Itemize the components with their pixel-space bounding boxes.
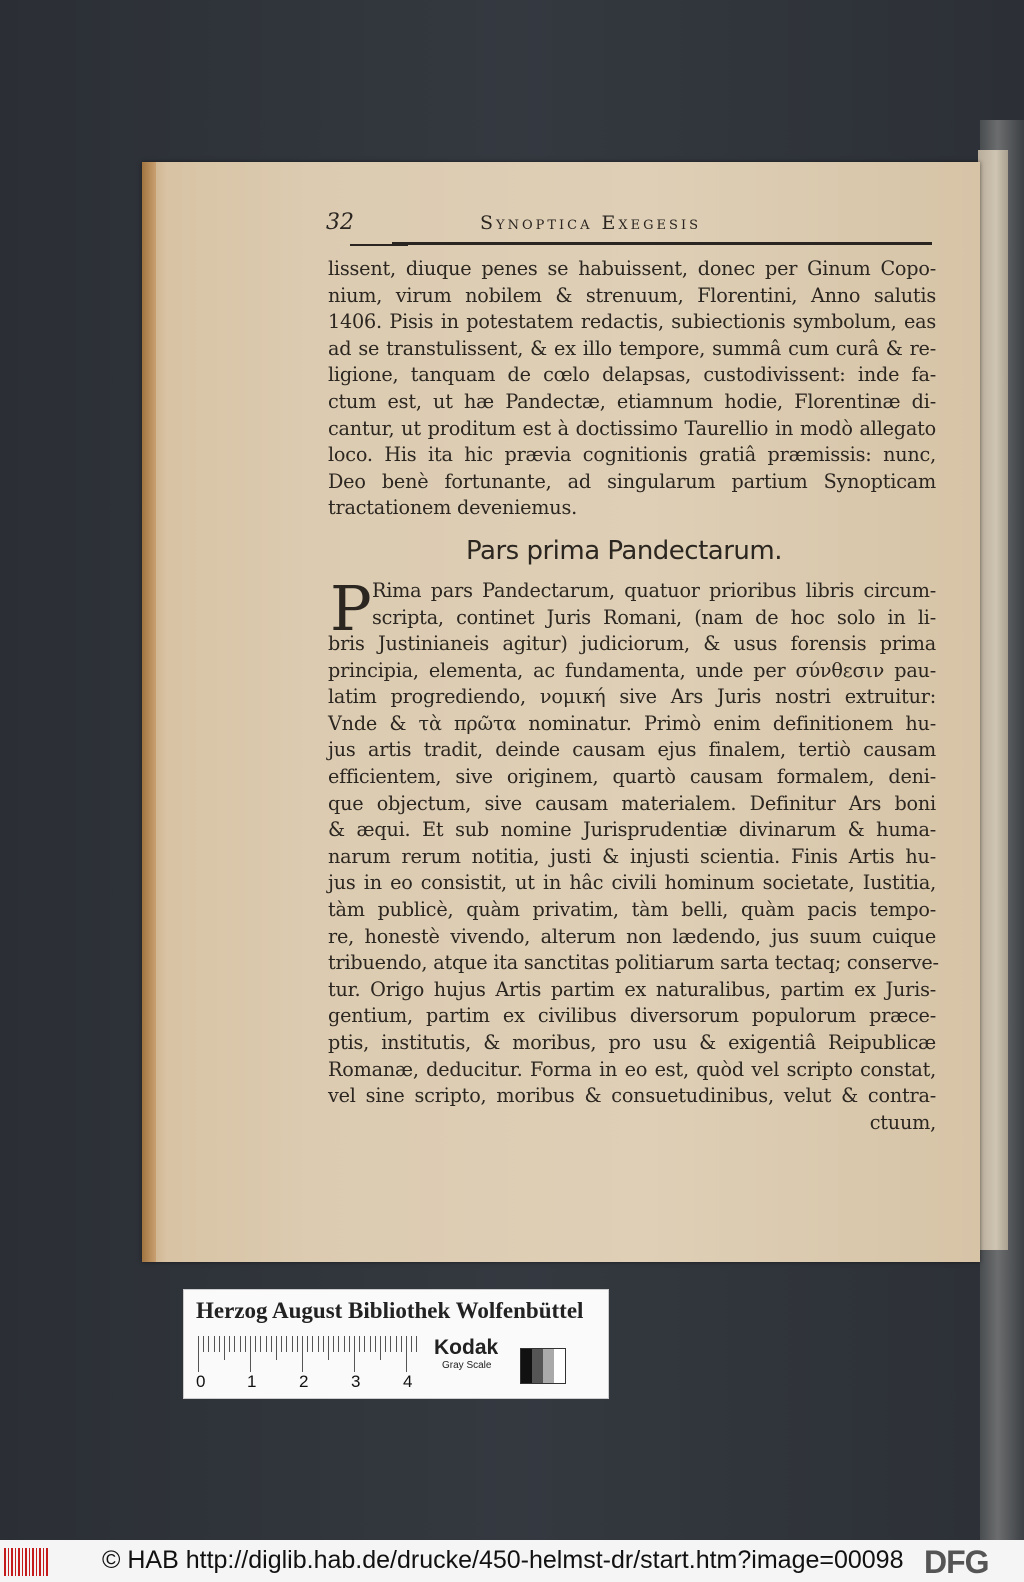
ruler-tick xyxy=(219,1336,220,1352)
text-line: Romanæ, deducitur. Forma in eo est, quòd vel scripto constat, xyxy=(328,1057,936,1081)
ruler-number: 0 xyxy=(196,1372,206,1391)
catchword-block xyxy=(328,1110,936,1137)
text-line: latim progrediendo, νομική sive Ars Juris nostri extruitur: xyxy=(328,685,936,709)
section-title: Pars prima Pandectarum. xyxy=(466,536,782,566)
text-line: & æqui. Et sub nomine Jurisprudentiæ divinarum & huma- xyxy=(328,818,936,842)
text-line: loco. His ita hic prævia cognitionis gratiâ præmissis: nunc, xyxy=(328,443,936,467)
paragraph-2-indented xyxy=(372,578,936,631)
ruler-tick xyxy=(328,1336,329,1360)
footer-bar xyxy=(0,1540,1024,1582)
ruler-tick xyxy=(250,1336,251,1372)
ruler-tick xyxy=(245,1336,246,1352)
ruler-tick xyxy=(286,1336,287,1352)
text-line: narum rerum notitia, justi & injusti scientia. Finis Artis hu- xyxy=(328,844,936,868)
text-line: vel sine scripto, moribus & consuetudinibus, velut & contra- xyxy=(328,1084,936,1108)
text-line: ad se transtulissent, & ex illo tempore, summâ cum curâ & re- xyxy=(328,336,936,360)
page-header xyxy=(326,210,936,240)
library-label xyxy=(183,1289,609,1399)
ruler-tick xyxy=(411,1336,412,1352)
ruler-tick xyxy=(380,1336,381,1360)
ruler-tick xyxy=(312,1336,313,1352)
ruler-tick xyxy=(318,1336,319,1352)
library-name: Herzog August Bibliothek Wolfenbüttel xyxy=(196,1298,584,1323)
text-line: bris Justinianeis agitur) judiciorum, & usus forensis prima xyxy=(328,632,936,655)
drop-capital: P xyxy=(330,572,372,645)
ruler-tick xyxy=(240,1336,241,1352)
text-line: tractationem deveniemus. xyxy=(328,496,578,520)
ruler-tick xyxy=(271,1336,272,1352)
ruler-tick xyxy=(255,1336,256,1352)
gray-scale-swatch xyxy=(520,1348,566,1384)
text-line: re, honestè vivendo, alterum non lædendo, jus suum cuique xyxy=(328,924,936,948)
ruler-tick xyxy=(323,1336,324,1352)
ruler-tick xyxy=(370,1336,371,1352)
text-line: ptis, institutis, & moribus, pro usu & exigentiâ Reipublicæ xyxy=(328,1030,936,1054)
ruler-tick xyxy=(214,1336,215,1352)
ruler-tick xyxy=(266,1336,267,1352)
ruler-tick xyxy=(359,1336,360,1352)
ruler-number: 1 xyxy=(247,1372,257,1391)
paragraph-2 xyxy=(328,631,939,1110)
ruler-tick xyxy=(292,1336,293,1352)
text-line: 1406. Pisis in potestatem redactis, subiectionis symbolum, eas xyxy=(328,310,936,334)
text-line: gentium, partim ex civilibus diversorum populorum præce- xyxy=(328,1004,936,1028)
ruler-tick xyxy=(390,1336,391,1352)
ruler-tick xyxy=(234,1336,235,1352)
ruler-tick xyxy=(416,1336,417,1352)
ruler-number: 4 xyxy=(403,1372,413,1391)
page-left-edge xyxy=(142,162,156,1262)
ruler-tick xyxy=(297,1336,298,1352)
ruler-tick xyxy=(198,1336,199,1372)
ruler-tick xyxy=(333,1336,334,1352)
page-number: 32 xyxy=(326,210,354,235)
text-line: ctum est, ut hæ Pandectæ, etiamnum hodie, Florentinæ di- xyxy=(328,389,936,413)
ruler-tick xyxy=(396,1336,397,1352)
ruler-tick xyxy=(401,1336,402,1352)
text-line: jus artis tradit, deinde causam ejus finalem, tertiò causam xyxy=(328,738,936,762)
header-rule-long xyxy=(392,242,932,245)
running-head: Synoptica Exegesis xyxy=(480,212,701,234)
ruler-tick xyxy=(349,1336,350,1352)
text-line: ligione, tanquam de cœlo delapsas, custodivissent: inde fa- xyxy=(328,363,936,387)
ruler-tick xyxy=(375,1336,376,1352)
ruler-tick xyxy=(203,1336,204,1352)
footer-copyright-url: © HAB http://diglib.hab.de/drucke/450-helmst-dr/start.htm?image=00098 xyxy=(102,1546,904,1574)
text-line: scripta, continet Juris Romani, (nam de hoc solo in li- xyxy=(372,605,936,629)
ruler-tick xyxy=(302,1336,303,1372)
hab-barcode-icon xyxy=(4,1548,48,1576)
catchword: ctuum, xyxy=(869,1111,936,1134)
scale-ruler xyxy=(198,1336,418,1372)
ruler-tick xyxy=(208,1336,209,1352)
dfg-logo: DFG xyxy=(924,1544,989,1580)
ruler-tick xyxy=(364,1336,365,1352)
ruler-tick xyxy=(229,1336,230,1352)
paragraph-1 xyxy=(328,256,936,522)
kodak-subtitle: Gray Scale xyxy=(442,1360,492,1371)
page-fold xyxy=(978,150,1008,1250)
text-line: Vnde & τὰ πρῶτα nominatur. Primò enim definitionem hu- xyxy=(328,711,936,735)
text-line: jus in eo consistit, ut in hâc civili hominum societate, Iustitia, xyxy=(328,871,936,895)
ruler-number: 2 xyxy=(299,1372,309,1391)
text-line: principia, elementa, ac fundamenta, unde per σύνθεσιν pau- xyxy=(328,658,936,682)
text-line: efficientem, sive originem, quartò causam formalem, deni- xyxy=(328,764,936,788)
ruler-tick xyxy=(354,1336,355,1372)
text-line: cantur, ut proditum est à doctissimo Taurellio in modò allegato xyxy=(328,416,936,440)
text-line: tribuendo, atque ita sanctitas politiarum sarta tectaq; conserve- xyxy=(328,951,939,975)
ruler-tick xyxy=(224,1336,225,1360)
text-line: tur. Origo hujus Artis partim ex naturalibus, partim ex Juris- xyxy=(328,977,936,1001)
text-line: que objectum, sive causam materialem. Definitur Ars boni xyxy=(328,791,936,815)
text-line: lissent, diuque penes se habuissent, donec per Ginum Copo- xyxy=(328,257,936,280)
text-line: Deo benè fortunante, ad singularum partium Synopticam xyxy=(328,469,936,493)
ruler-number: 3 xyxy=(351,1372,361,1391)
ruler-tick xyxy=(338,1336,339,1352)
text-line: Rima pars Pandectarum, quatuor prioribus libris circum- xyxy=(372,579,936,602)
ruler-tick xyxy=(307,1336,308,1352)
text-line: nium, virum nobilem & strenuum, Florentini, Anno salutis xyxy=(328,283,936,307)
ruler-tick xyxy=(260,1336,261,1352)
text-line: tàm publicè, quàm privatim, tàm belli, quàm pacis tempo- xyxy=(328,897,936,921)
ruler-tick xyxy=(281,1336,282,1352)
ruler-tick xyxy=(406,1336,407,1372)
kodak-logo: Kodak xyxy=(434,1336,499,1359)
ruler-tick xyxy=(276,1336,277,1360)
ruler-tick xyxy=(385,1336,386,1352)
ruler-tick xyxy=(344,1336,345,1352)
